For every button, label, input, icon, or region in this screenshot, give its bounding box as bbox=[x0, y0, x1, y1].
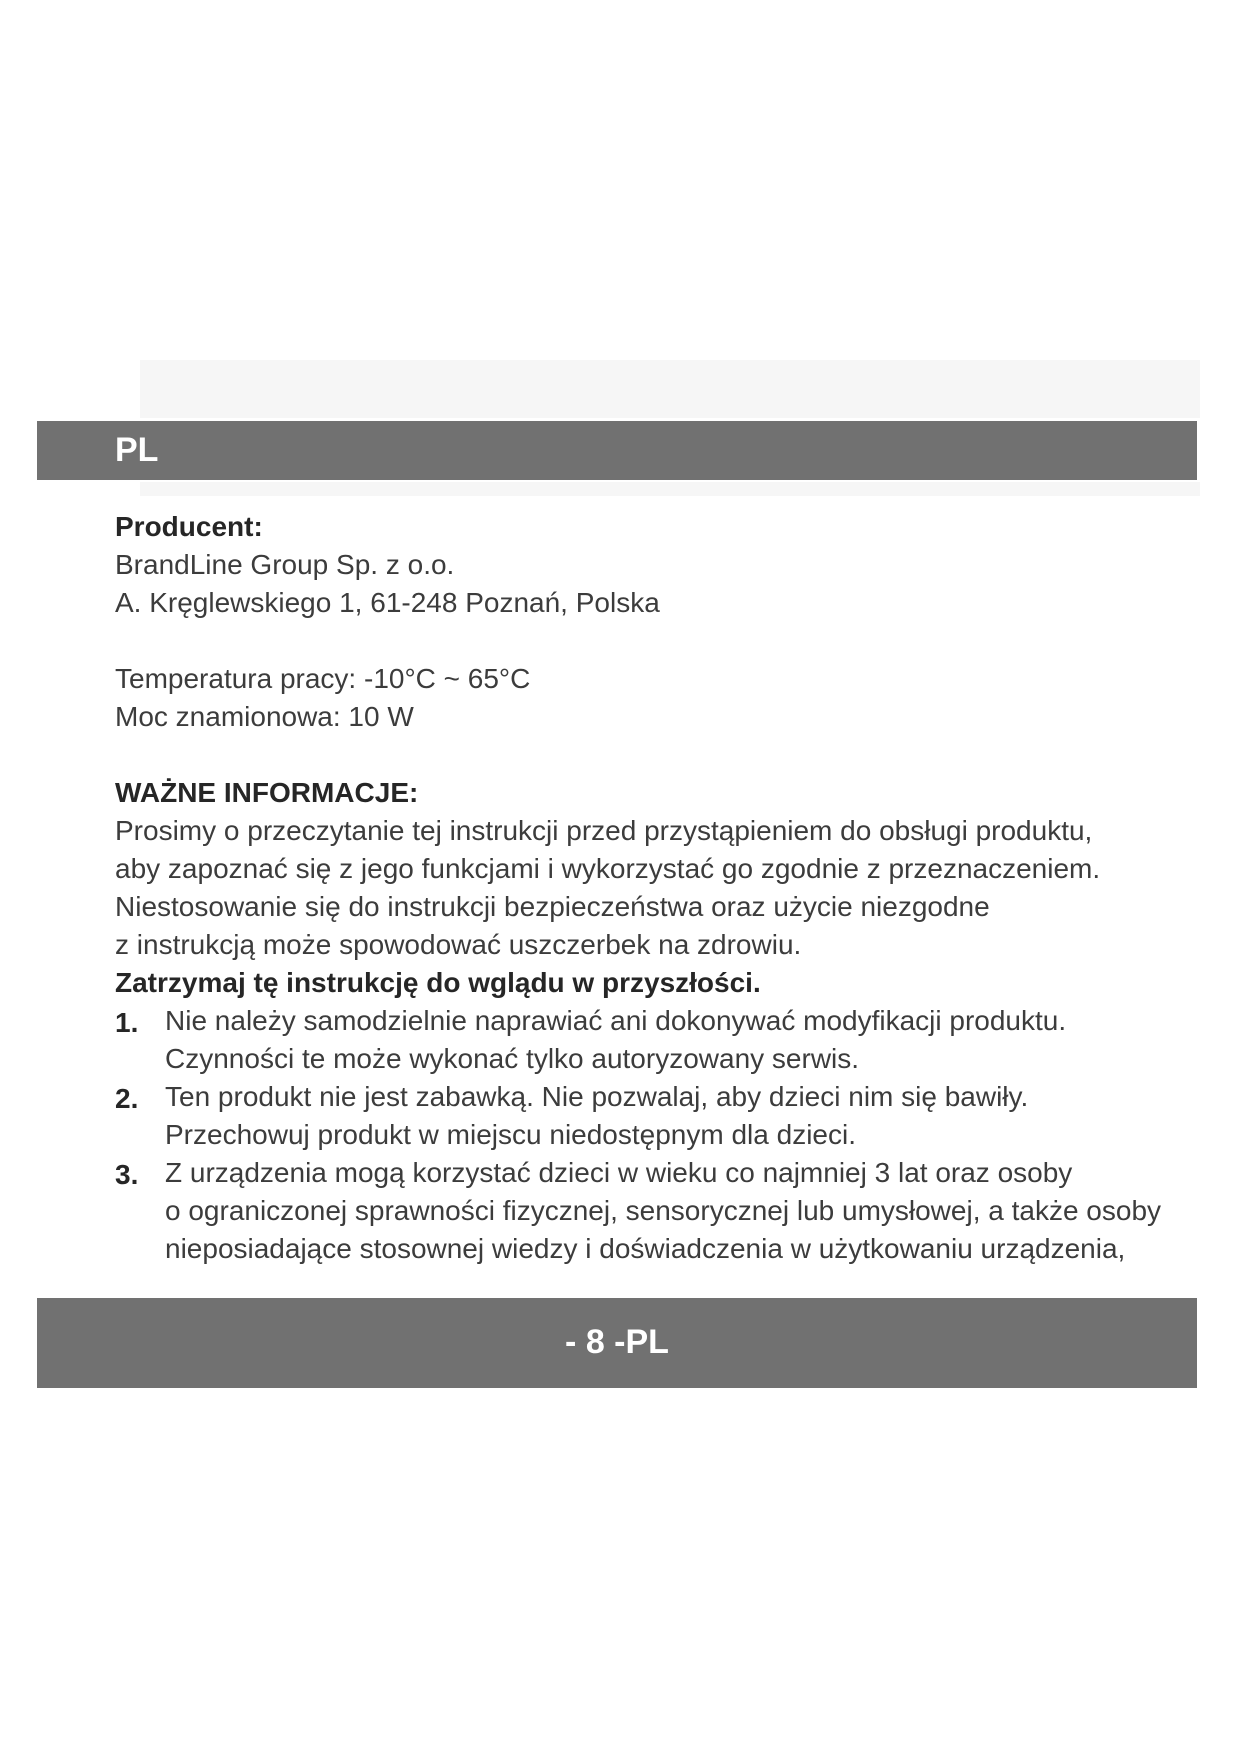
list-number: 1. bbox=[115, 1007, 139, 1038]
producer-name: BrandLine Group Sp. z o.o. bbox=[115, 549, 455, 580]
spacer bbox=[115, 736, 1185, 774]
list-item-1 bbox=[115, 1002, 1185, 1078]
producer-address: A. Kręglewskiego 1, 61-248 Poznań, Polska bbox=[115, 587, 660, 618]
faint-strip-under-header bbox=[140, 482, 1200, 496]
rated-power: Moc znamionowa: 10 W bbox=[115, 701, 414, 732]
important-heading: WAŻNE INFORMACJE: bbox=[115, 777, 419, 808]
language-label: PL bbox=[115, 431, 159, 469]
spacer bbox=[115, 622, 1185, 660]
important-text-line: Niestosowanie się do instrukcji bezpieczeństwa oraz użycie niezgodne bbox=[115, 891, 990, 922]
list-number: 3. bbox=[115, 1159, 139, 1190]
list-item-text: Z urządzenia mogą korzystać dzieci w wieku co najmniej 3 lat oraz osoby bbox=[165, 1157, 1073, 1188]
operating-temperature: Temperatura pracy: -10°C ~ 65°C bbox=[115, 663, 531, 694]
list-item-text: Nie należy samodzielnie naprawiać ani dokonywać modyfikacji produktu. bbox=[165, 1005, 1067, 1036]
document-body bbox=[115, 508, 1185, 1268]
list-item-text: Czynności te może wykonać tylko autoryzowany serwis. bbox=[165, 1043, 860, 1074]
important-text-line: Prosimy o przeczytanie tej instrukcji przed przystąpieniem do obsługi produktu, bbox=[115, 815, 1093, 846]
list-item-text: Ten produkt nie jest zabawką. Nie pozwalaj, aby dzieci nim się bawiły. bbox=[165, 1081, 1029, 1112]
list-item-text: Przechowuj produkt w miejscu niedostępnym dla dzieci. bbox=[165, 1119, 856, 1150]
list-item-text: o ograniczonej sprawności fizycznej, sensorycznej lub umysłowej, a także osoby bbox=[165, 1195, 1162, 1226]
list-item-2 bbox=[115, 1078, 1185, 1154]
keep-instructions-note: Zatrzymaj tę instrukcję do wglądu w przyszłości. bbox=[115, 967, 761, 998]
page-number: - 8 -PL bbox=[565, 1323, 669, 1361]
list-item-3 bbox=[115, 1154, 1185, 1268]
important-text-line: aby zapoznać się z jego funkcjami i wykorzystać go zgodnie z przeznaczeniem. bbox=[115, 853, 1101, 884]
important-text-line: z instrukcją może spowodować uszczerbek na zdrowiu. bbox=[115, 929, 802, 960]
producer-heading: Producent: bbox=[115, 511, 263, 542]
footer-bar bbox=[37, 1298, 1197, 1388]
list-number: 2. bbox=[115, 1083, 139, 1114]
faint-strip-top bbox=[140, 360, 1200, 418]
list-item-text: nieposiadające stosownej wiedzy i doświadczenia w użytkowaniu urządzenia, bbox=[165, 1233, 1126, 1264]
header-bar bbox=[37, 421, 1197, 480]
